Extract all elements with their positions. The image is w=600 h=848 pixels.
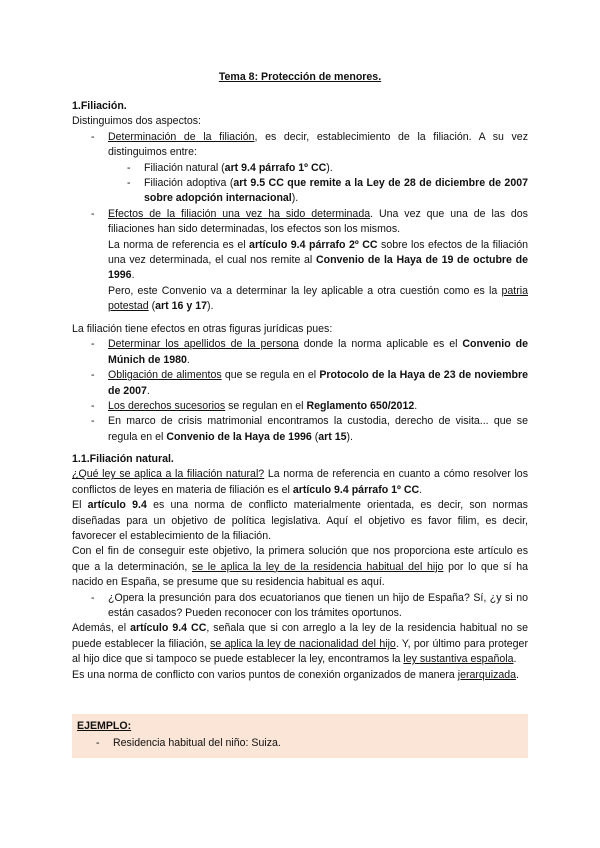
paragraph: La norma de referencia es el artículo 9.4 párrafo 2º CC sobre los efectos de la filiación una vez determinada, el cual nos remite al Convenio de la Haya de 19 de octubre de 1996. — [108, 238, 529, 282]
paragraph: Distinguimos dos aspectos: — [72, 115, 201, 128]
paragraph: Además, el artículo 9.4 CC, señala que si con arreglo a la ley de la residencia habitual no se puede establecer la filiación, se aplica la ley de nacionalidad del hijo. Y, por último para proteger al hijo dice que si tampoco se puede establecer la ley, encontramos la ley sustantiva española. — [72, 622, 528, 666]
paragraph: La filiación tiene efectos en otras figuras jurídicas pues: — [72, 323, 333, 335]
paragraph: Pero, este Convenio va a determinar la ley aplicable a otra cuestión como es la patria potestad (art 16 y 17). — [108, 284, 528, 313]
paragraph: Con el fin de conseguir este objetivo, la primera solución que nos proporciona este artículo es que a la determinación, se le aplica la ley de la residencia habitual del hijo por lo que sí ha nacido en España, se presume que su residencia habitual es aquí. — [72, 545, 529, 589]
sub-list — [72, 161, 528, 207]
aspects-list — [72, 207, 528, 238]
section-heading: 1.1.Filiación natural. — [72, 453, 174, 465]
paragraph: ¿Qué ley se aplica a la filiación natural? La norma de referencia en cuanto a cómo resolver los conflictos de leyes en materia de filiación es el artículo 9.4 párrafo 1º CC. — [72, 468, 528, 496]
list-item: - Filiación adoptiva (art 9.5 CC que remite a la Ley de 28 de diciembre de 2007 sobre adopción internacional). — [72, 176, 528, 207]
list-item: - Determinar los apellidos de la persona donde la norma aplicable es el Convenio de Múnich de 1980. — [72, 337, 528, 368]
paragraph: El artículo 9.4 es una norma de conflicto materialmente orientada, es decir, son normas diseñadas para un objetivo de política legislativa. Aquí el objetivo es favor filim, es decir, favorecer el establecimiento de la filiación. — [72, 499, 528, 543]
list-item: - En marco de crisis matrimonial encontramos la custodia, derecho de visita... que se regula en el Convenio de la Haya de 1996 (art 15). — [72, 414, 528, 445]
list-item: - Filiación natural (art 9.4 párrafo 1º CC). — [72, 161, 528, 176]
paragraph: Es una norma de conflicto con varios puntos de conexión organizados de manera jerarquizada. — [72, 668, 519, 681]
list-item: - ¿Opera la presunción para dos ecuatorianos que tienen un hijo de España? Sí, ¿y si no están casados? Pueden reconocer con los trámites oportunos. — [72, 591, 528, 622]
section-filiacion — [72, 99, 528, 315]
section-heading: 1.Filiación. — [72, 100, 127, 112]
list-item: - Residencia habitual del niño: Suiza. — [77, 736, 517, 751]
list-item: - Los derechos sucesorios se regulan en el Reglamento 650/2012. — [72, 399, 528, 414]
list-item: - Determinación de la filiación, es decir, establecimiento de la filiación. A su vez distinguimos entre: — [72, 130, 528, 161]
aspects-list — [72, 130, 528, 161]
question-list — [72, 591, 528, 622]
example-label: EJEMPLO: — [77, 720, 132, 732]
example-list — [77, 736, 517, 751]
section-efectos — [72, 322, 528, 445]
list-item: - Obligación de alimentos que se regula en el Protocolo de la Haya de 23 de noviembre de 2007. — [72, 368, 528, 399]
list-item: - Efectos de la filiación una vez ha sido determinada. Una vez que una de las dos filiaciones han sido determinadas, los efectos son los mismos. — [72, 207, 528, 238]
effects-list — [72, 337, 528, 445]
section-filiacion-natural — [72, 452, 528, 683]
page-title: Tema 8: Protección de menores. — [218, 71, 382, 83]
example-box — [72, 714, 528, 758]
